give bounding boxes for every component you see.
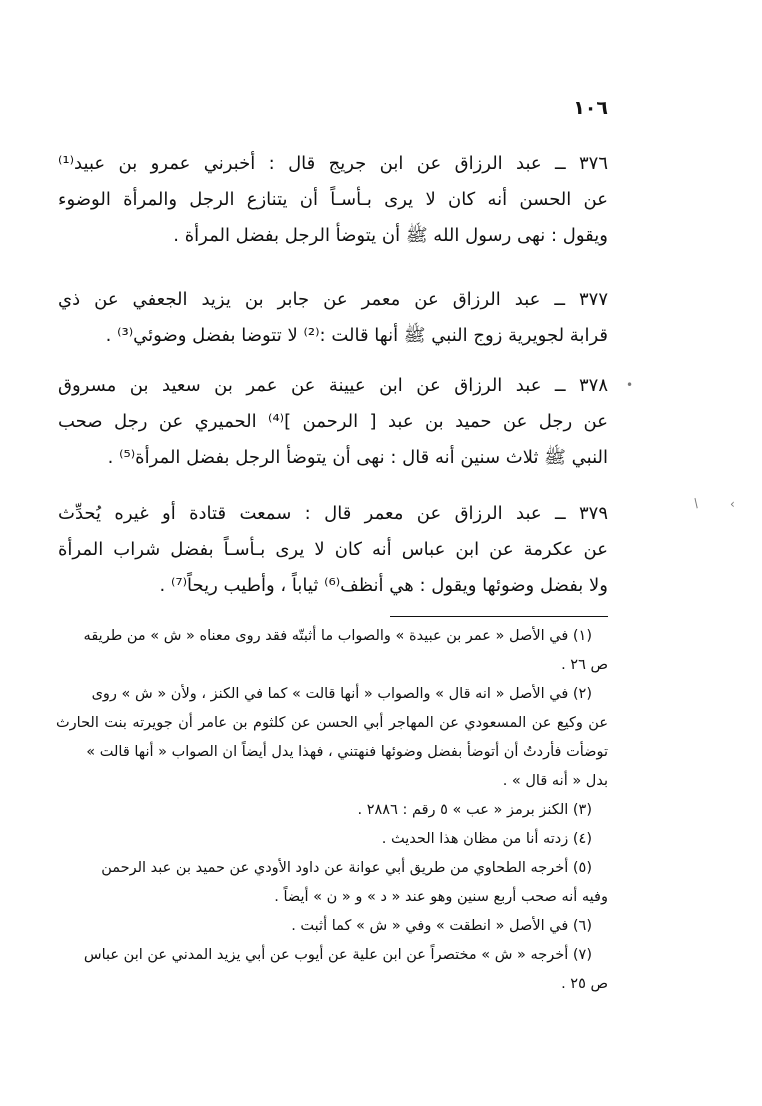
footnote-line: ص ٢٦ . bbox=[561, 657, 608, 673]
book-page bbox=[58, 0, 608, 1106]
hadith-line: قرابة لجويرية زوج النبي ﷺ أنها قالت :⁽²⁾ لا تتوضا بفضل وضوئي⁽³⁾ . bbox=[105, 325, 608, 346]
footnotes bbox=[56, 622, 608, 999]
hadith-379 bbox=[58, 496, 608, 604]
footnote-1 bbox=[56, 622, 608, 680]
hadith-377 bbox=[58, 282, 608, 354]
hadith-line: عن رجل عن حميد بن عبد [ الرحمن ]⁽⁴⁾ الحميري عن رجل صحب bbox=[58, 411, 608, 432]
hadith-line: ٣٧٦ ــ عبد الرزاق عن ابن جريج قال : أخبرني عمرو بن عبيد⁽¹⁾ bbox=[58, 153, 608, 174]
footnote-3 bbox=[56, 796, 608, 825]
hadith-line: ٣٧٨ ــ عبد الرزاق عن ابن عيينة عن عمر بن سعيد بن مسروق bbox=[58, 375, 608, 396]
footnote-line: (٥) أخرجه الطحاوي من طريق أبي عوانة عن داود الأودي عن حميد بن عبد الرحمن bbox=[101, 860, 592, 876]
footnote-line: توضأت فأردتُ أن أتوضأ بفضل وضوئها فنهتني ، فهذا يدل أيضاً ان الصواب « أنها قالت » bbox=[86, 744, 608, 760]
scan-speck: • bbox=[626, 378, 634, 392]
footnote-line: (٤) زدته أنا من مظان هذا الحديث . bbox=[381, 831, 592, 847]
hadith-376 bbox=[58, 146, 608, 254]
hadith-line: عن الحسن أنه كان لا يرى بـأسـاً أن يتنازع الرجل والمرأة الوضوء bbox=[58, 189, 608, 210]
footnote-6 bbox=[56, 912, 608, 941]
hadith-line: النبي ﷺ ثلاث سنين أنه قال : نهى أن يتوضأ الرجل بفضل المرأة⁽⁵⁾ . bbox=[107, 447, 608, 468]
hadith-line: ٣٧٧ ــ عبد الرزاق عن معمر عن جابر بن يزيد الجعفي عن ذي bbox=[58, 289, 608, 310]
footnote-line: (١) في الأصل « عمر بن عبيدة » والصواب ما أثبتّه فقد روى معناه « ش » من طريقه bbox=[83, 628, 592, 644]
footnote-line: بدل « أنه قال » . bbox=[502, 773, 608, 789]
hadith-378 bbox=[58, 368, 608, 476]
footnote-7 bbox=[56, 941, 608, 999]
hadith-line: عن عكرمة عن ابن عباس أنه كان لا يرى بـأسـاً بفضل شراب المرأة bbox=[58, 539, 608, 560]
hadith-line: ولا بفضل وضوئها ويقول : هي أنظف⁽⁶⁾ ثياباً ، وأطيب ريحاً⁽⁷⁾ . bbox=[159, 575, 608, 596]
footnote-line: ص ٢٥ . bbox=[561, 976, 608, 992]
footnote-5 bbox=[56, 854, 608, 912]
page-number: ١٠٦ bbox=[573, 97, 608, 119]
scan-speck: / bbox=[690, 495, 702, 511]
footnote-4 bbox=[56, 825, 608, 854]
footnote-line: وفيه أنه صحب أربع سنين وهو عند « د » و « ن » أيضاً . bbox=[274, 889, 608, 905]
hadith-line: ٣٧٩ ــ عبد الرزاق عن معمر قال : سمعت قتادة أو غيره يُحدِّث bbox=[58, 503, 608, 524]
footnote-line: عن وكيع عن المسعودي عن المهاجر أبي الحسن عن كلثوم بن عامر أن جويرته بنت الحارث bbox=[56, 715, 608, 731]
scan-speck: › bbox=[730, 497, 735, 511]
footnote-line: (٧) أخرجه « ش » مختصراً عن ابن علية عن أيوب عن أبي يزيد المدني عن ابن عباس bbox=[83, 947, 592, 963]
footnote-line: (٦) في الأصل « انطقت » وفي « ش » كما أثبت . bbox=[291, 918, 592, 934]
footnote-divider bbox=[390, 616, 608, 617]
footnote-line: (٢) في الأصل « انه قال » والصواب « أنها قالت » كما في الكنز ، ولأن « ش » روى bbox=[91, 686, 592, 702]
footnote-line: (٣) الكنز برمز « عب » ٥ رقم : ٢٨٨٦ . bbox=[357, 802, 592, 818]
hadith-line: ويقول : نهى رسول الله ﷺ أن يتوضأ الرجل بفضل المرأة . bbox=[173, 225, 608, 246]
footnote-2 bbox=[56, 680, 608, 796]
